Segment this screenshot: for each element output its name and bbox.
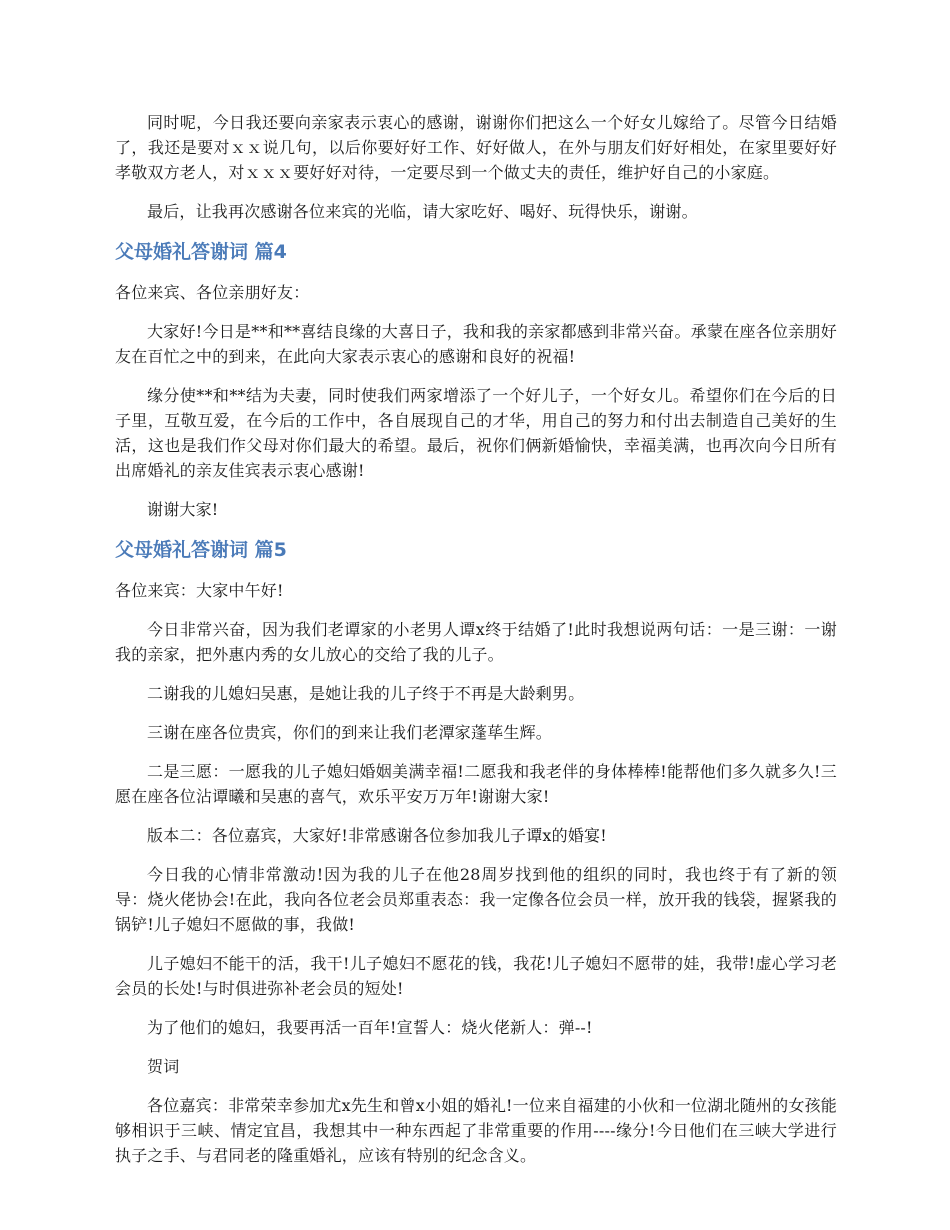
paragraph: 大家好!今日是**和**喜结良缘的大喜日子，我和我的亲家都感到非常兴奋。承蒙在座各位亲朋好友在百忙之中的到来，在此向大家表示衷心的感谢和良好的祝福! xyxy=(115,322,837,366)
paragraph: 今日我的心情非常激动!因为我的儿子在他28周岁找到他的组织的同时，我也终于有了新的领导：烧火佬协会!在此，我向各位老会员郑重表态：我一定像各位会员一样，放开我的钱袋，握紧我的锅铲!儿子媳妇不愿做的事，我做! xyxy=(115,865,837,934)
paragraph: 二是三愿：一愿我的儿子媳妇婚姻美满幸福!二愿我和我老伴的身体棒棒!能帮他们多久就多久!三愿在座各位沾谭曦和吴惠的喜气，欢乐平安万万年!谢谢大家! xyxy=(115,762,837,806)
salutation: 各位来宾、各位亲朋好友： xyxy=(115,283,310,302)
section-heading-5: 父母婚礼答谢词 篇5 xyxy=(115,539,287,561)
paragraph: 同时呢，今日我还要向亲家表示衷心的感谢，谢谢你们把这么一个好女儿嫁给了。尽管今日结婚了，我还是要对ｘｘ说几句，以后你要好好工作、好好做人，在外与朋友们好好相处，在家里要好好孝敬双方老人，对ｘｘｘ要好好对待，一定要尽到一个做丈夫的责任，维护好自己的小家庭。 xyxy=(115,113,837,182)
paragraph: 为了他们的媳妇，我要再活一百年!宣誓人：烧火佬新人：弹--! xyxy=(147,1018,593,1037)
paragraph: 最后，让我再次感谢各位来宾的光临，请大家吃好、喝好、玩得快乐，谢谢。 xyxy=(147,202,698,221)
paragraph: 各位嘉宾：非常荣幸参加尤x先生和曾x小姐的婚礼!一位来自福建的小伙和一位湖北随州的女孩能够相识于三峡、情定宜昌，我想其中一种东西起了非常重要的作用----缘分!今日他们在三峡大学进行执子之手、与君同老的隆重婚礼，应该有特别的纪念含义。 xyxy=(115,1096,837,1165)
paragraph: 儿子媳妇不能干的活，我干!儿子媳妇不愿花的钱，我花!儿子媳妇不愿带的娃，我带!虚心学习老会员的长处!与时俱进弥补老会员的短处! xyxy=(115,954,837,998)
paragraph: 三谢在座各位贵宾，你们的到来让我们老潭家蓬荜生辉。 xyxy=(147,723,553,742)
paragraph: 版本二：各位嘉宾，大家好!非常感谢各位参加我儿子谭x的婚宴! xyxy=(147,826,607,845)
salutation: 各位来宾：大家中午好! xyxy=(115,581,284,600)
document-body xyxy=(115,110,837,1182)
paragraph: 二谢我的儿媳妇吴惠，是她让我的儿子终于不再是大龄剩男。 xyxy=(147,684,585,703)
paragraph: 缘分使**和**结为夫妻，同时使我们两家增添了一个好儿子，一个好女儿。希望你们在今后的日子里，互敬互爱，在今后的工作中，各自展现自己的才华，用自己的努力和付出去制造自己美好的生活，这也是我们作父母对你们最大的希望。最后，祝你们俩新婚愉快，幸福美满，也再次向今日所有出席婚礼的亲友佳宾表示衷心感谢! xyxy=(115,386,837,480)
paragraph: 谢谢大家! xyxy=(147,500,219,519)
section-heading-4: 父母婚礼答谢词 篇4 xyxy=(115,241,287,263)
paragraph: 贺词 xyxy=(147,1057,180,1076)
paragraph: 今日非常兴奋，因为我们老谭家的小老男人谭x终于结婚了!此时我想说两句话：一是三谢：一谢我的亲家，把外惠内秀的女儿放心的交给了我的儿子。 xyxy=(115,620,837,664)
